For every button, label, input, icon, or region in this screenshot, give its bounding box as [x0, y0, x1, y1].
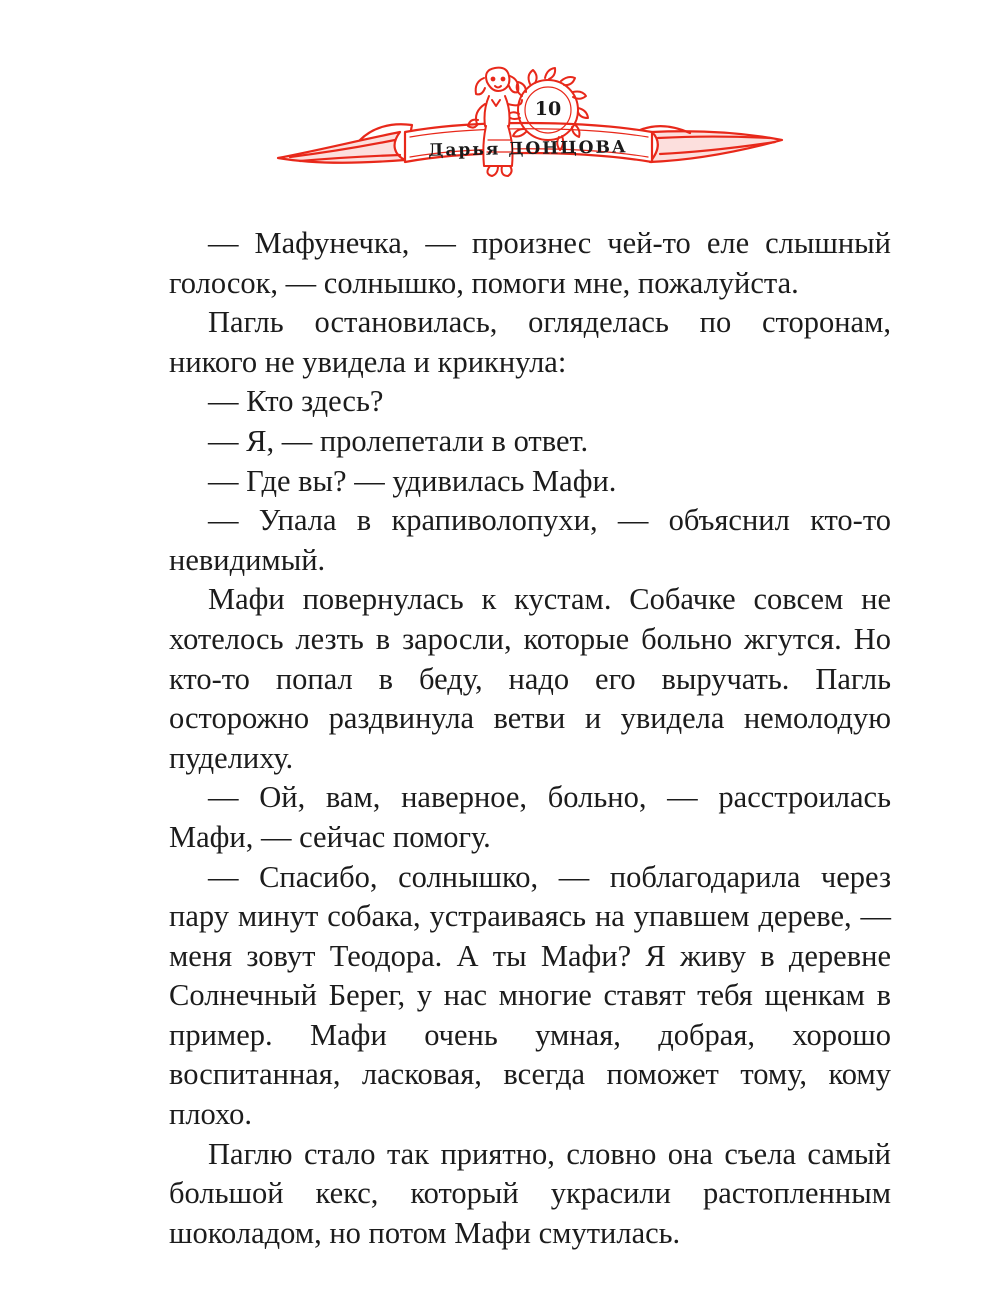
paragraph: — Где вы? — удивилась Мафи. [208, 463, 617, 498]
ribbon-banner-illustration [0, 0, 1000, 210]
paragraph: — Спасибо, солнышко, — поблагодарила через пару минут собака, устраиваясь на упавшем дереве, — меня зовут Теодора. А ты Мафи? Я живу в деревне Солнечный Берег, у нас многие ставят тебя щенкам в пример. Мафи очень умная, добрая, хорошо воспитанная, ласковая, всегда поможет тому, кому плохо. [169, 859, 891, 1132]
paragraph: Мафи повернулась к кустам. Собачке совсем не хотелось лезть в заросли, которые больно жгутся. Но кто-то попал в беду, надо его выручать. Пагль осторожно раздвинула ветви и увидела немолодую пуделиху. [169, 582, 891, 775]
paragraph: Паглю стало так приятно, словно она съела самый большой кекс, который украсили растопленным шоколадом, но потом Мафи смутилась. [169, 1136, 891, 1250]
paragraph: — Кто здесь? [208, 384, 384, 419]
paragraph: — Упала в крапиволопухи, — объяснил кто-то невидимый. [169, 503, 891, 577]
page-number: 10 [534, 98, 562, 120]
page-header [0, 0, 1000, 210]
paragraph: — Ой, вам, наверное, больно, — расстроилась Мафи, — сейчас помогу. [169, 780, 891, 854]
author-name: Дарья ДОНЦОВА [428, 137, 628, 161]
paragraph: Пагль остановилась, огляделась по сторонам, никого не увидела и крикнула: [169, 305, 891, 379]
paragraph: — Я, — пролепетали в ответ. [208, 423, 589, 458]
body-text [169, 224, 891, 1253]
paragraph: — Мафунечка, — произнес чей-то еле слышный голосок, — солнышко, помоги мне, пожалуйста. [169, 226, 891, 300]
